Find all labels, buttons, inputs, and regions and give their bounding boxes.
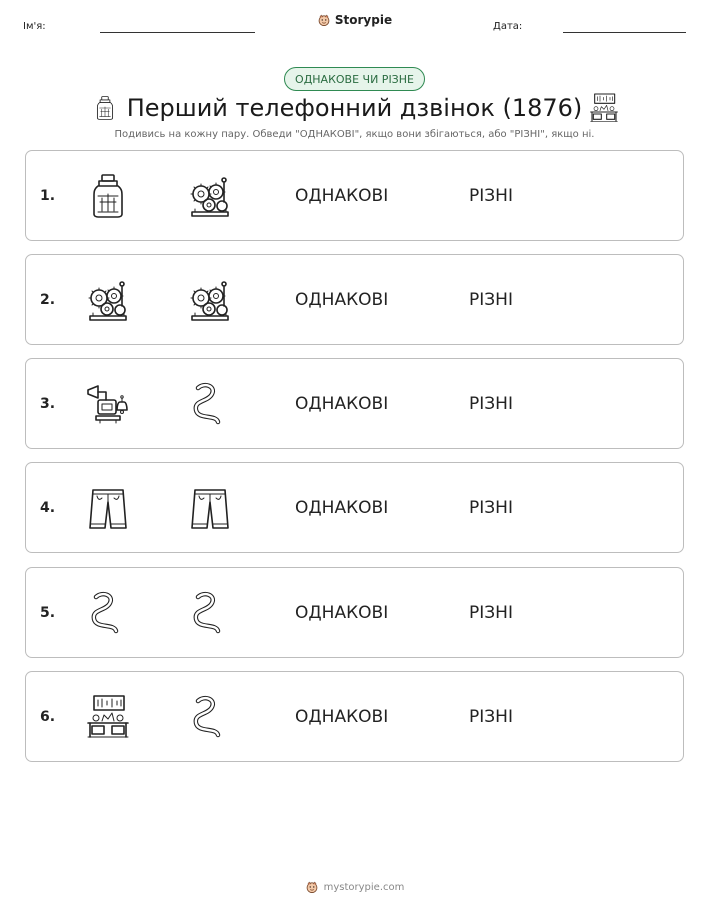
date-label: Дата: — [493, 21, 523, 32]
row-number: 1. — [40, 187, 56, 204]
wire-icon — [186, 693, 234, 741]
different-option[interactable]: РІЗНІ — [469, 185, 513, 206]
activity-badge: ОДНАКОВЕ ЧИ РІЗНЕ — [284, 67, 425, 91]
brand-name: Storypie — [334, 13, 393, 27]
title-row — [0, 92, 709, 126]
different-option[interactable]: РІЗНІ — [469, 289, 513, 310]
different-option[interactable]: РІЗНІ — [469, 393, 513, 414]
gramophone-bell-icon — [84, 380, 132, 428]
wire-icon — [84, 589, 132, 637]
different-option[interactable]: РІЗНІ — [469, 602, 513, 623]
trousers-icon — [84, 484, 132, 532]
name-line[interactable] — [100, 32, 255, 33]
same-option[interactable]: ОДНАКОВІ — [295, 289, 389, 310]
footer-url: mystorypie.com — [323, 881, 405, 893]
brand — [0, 13, 709, 27]
row-number: 6. — [40, 708, 56, 725]
gear-machine-icon — [186, 276, 234, 324]
exercise-row — [25, 254, 684, 345]
same-option[interactable]: ОДНАКОВІ — [295, 393, 389, 414]
same-option[interactable]: ОДНАКОВІ — [295, 497, 389, 518]
same-option[interactable]: ОДНАКОВІ — [295, 602, 389, 623]
workshop-icon — [84, 693, 132, 741]
row-number: 2. — [40, 291, 56, 308]
exercise-row — [25, 150, 684, 241]
same-option[interactable]: ОДНАКОВІ — [295, 706, 389, 727]
storypie-logo-icon — [305, 880, 319, 894]
exercise-row — [25, 358, 684, 449]
different-option[interactable]: РІЗНІ — [469, 497, 513, 518]
exercise-row — [25, 671, 684, 762]
trousers-icon — [186, 484, 234, 532]
wire-icon — [186, 589, 234, 637]
row-number: 3. — [40, 395, 56, 412]
exercise-row — [25, 567, 684, 658]
date-line[interactable] — [563, 32, 686, 33]
row-number: 5. — [40, 604, 56, 621]
gear-machine-icon — [84, 276, 132, 324]
exercise-row — [25, 462, 684, 553]
page-title: Перший телефонний дзвінок (1876) — [126, 94, 583, 122]
row-number: 4. — [40, 499, 56, 516]
gear-machine-icon — [186, 172, 234, 220]
jar-icon — [84, 172, 132, 220]
storypie-logo-icon — [317, 13, 331, 27]
different-option[interactable]: РІЗНІ — [469, 706, 513, 727]
footer — [0, 880, 709, 894]
name-label: Ім'я: — [23, 21, 46, 32]
wire-icon — [186, 380, 234, 428]
same-option[interactable]: ОДНАКОВІ — [295, 185, 389, 206]
workshop-icon — [588, 92, 620, 124]
instructions: Подивись на кожну пару. Обведи "ОДНАКОВІ", якщо вони збігаються, або "РІЗНІ", якщо ні. — [114, 129, 595, 140]
